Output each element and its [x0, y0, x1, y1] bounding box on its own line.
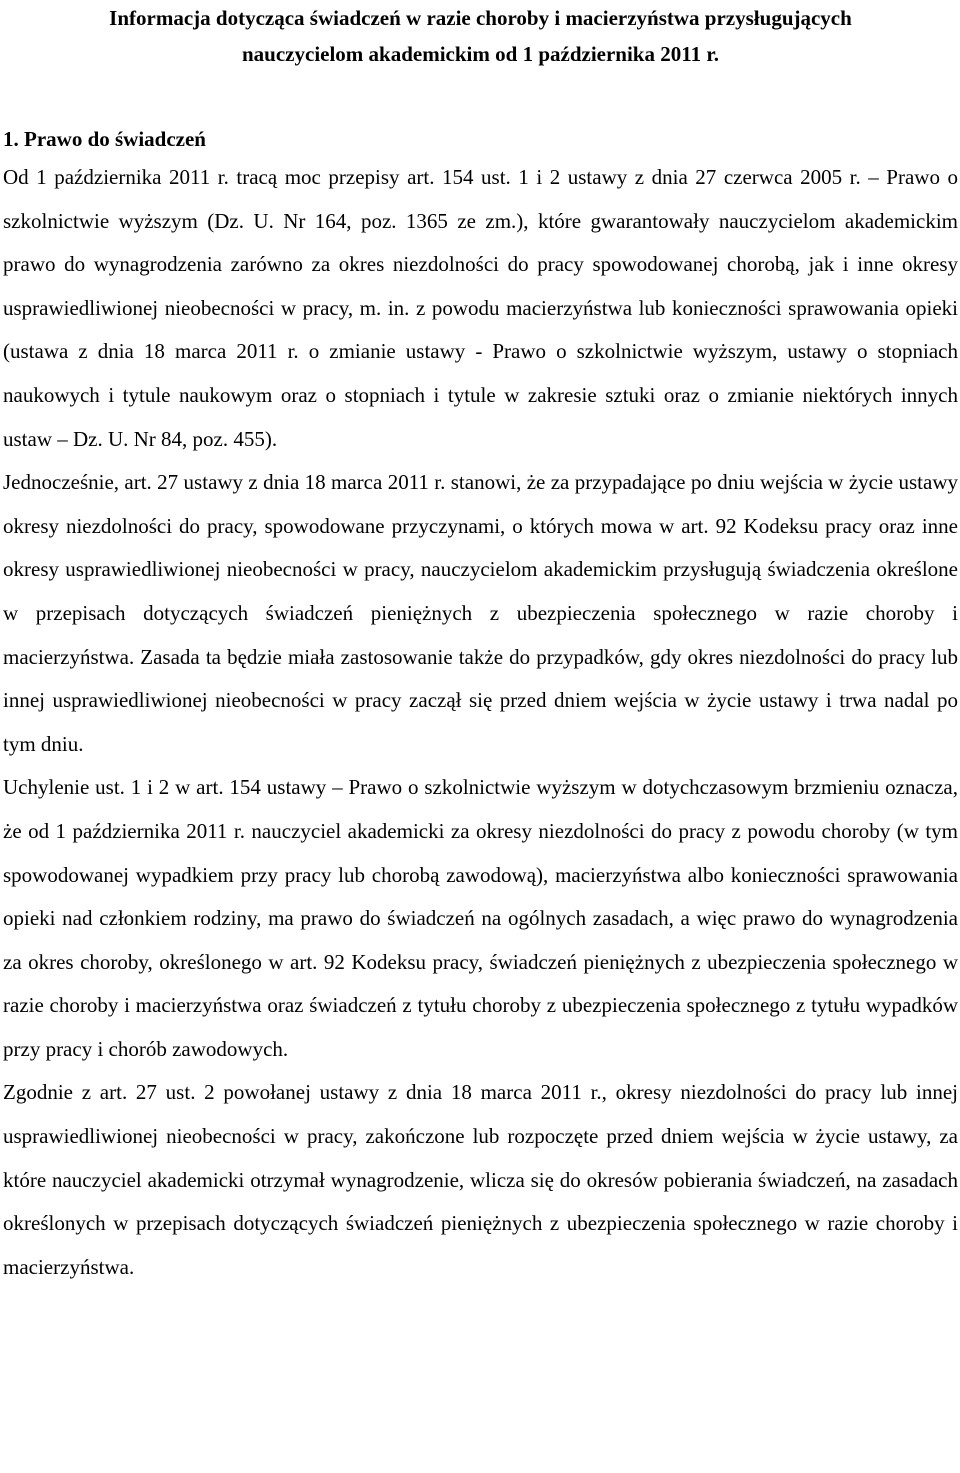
title-line-2: nauczycielom akademickim od 1 października 2011 r. [242, 42, 719, 66]
paragraph-1: Od 1 października 2011 r. tracą moc przepisy art. 154 ust. 1 i 2 ustawy z dnia 27 czerwca 2005 r. – Prawo o szkolnictwie wyższym (Dz. U. Nr 164, poz. 1365 ze zm.), które gwarantowały nauczycielom akademickim prawo do wynagrodzenia zarówno za okres niezdolności do pracy spowodowanej chorobą, jak i inne okresy usprawiedliwionej nieobecności w pracy, m. in. z powodu macierzyństwa lub konieczności sprawowania opieki (ustawa z dnia 18 marca 2011 r. o zmianie ustawy - Prawo o szkolnictwie wyższym, ustawy o stopniach naukowych i tytule naukowym oraz o stopniach i tytule w zakresie sztuki oraz o zmianie niektórych innych ustaw – Dz. U. Nr 84, poz. 455). [3, 165, 958, 451]
paragraph-2: Jednocześnie, art. 27 ustawy z dnia 18 marca 2011 r. stanowi, że za przypadające po dniu wejścia w życie ustawy okresy niezdolności do pracy, spowodowane przyczynami, o których mowa w art. 92 Kodeksu pracy oraz inne okresy usprawiedliwionej nieobecności w pracy, nauczycielom akademickim przysługują świadczenia określone w przepisach dotyczących świadczeń pieniężnych z ubezpieczenia społecznego w razie choroby i macierzyństwa. Zasada ta będzie miała zastosowanie także do przypadków, gdy okres niezdolności do pracy lub innej usprawiedliwionej nieobecności w pracy zaczął się przed dniem wejścia w życie ustawy i trwa nadal po tym dniu. [3, 470, 958, 756]
section-heading: 1. Prawo do świadczeń [3, 127, 206, 151]
document-title [3, 0, 958, 72]
paragraph-3: Uchylenie ust. 1 i 2 w art. 154 ustawy – Prawo o szkolnictwie wyższym w dotychczasowym brzmieniu oznacza, że od 1 października 2011 r. nauczyciel akademicki za okresy niezdolności do pracy z powodu choroby (w tym spowodowanej wypadkiem przy pracy lub chorobą zawodową), macierzyństwa albo konieczności sprawowania opieki nad członkiem rodziny, ma prawo do świadczeń na ogólnych zasadach, a więc prawo do wynagrodzenia za okres choroby, określonego w art. 92 Kodeksu pracy, świadczeń pieniężnych z ubezpieczenia społecznego w razie choroby i macierzyństwa oraz świadczeń z tytułu choroby z ubezpieczenia społecznego z tytułu wypadków przy pracy i chorób zawodowych. [3, 775, 958, 1061]
title-line-1: Informacja dotycząca świadczeń w razie choroby i macierzyństwa przysługujących [109, 6, 852, 30]
paragraph-4: Zgodnie z art. 27 ust. 2 powołanej ustawy z dnia 18 marca 2011 r., okresy niezdolności do pracy lub innej usprawiedliwionej nieobecności w pracy, zakończone lub rozpoczęte przed dniem wejścia w życie ustawy, za które nauczyciel akademicki otrzymał wynagrodzenie, wlicza się do okresów pobierania świadczeń, na zasadach określonych w przepisach dotyczących świadczeń pieniężnych z ubezpieczenia społecznego w razie choroby i macierzyństwa. [3, 1080, 958, 1279]
